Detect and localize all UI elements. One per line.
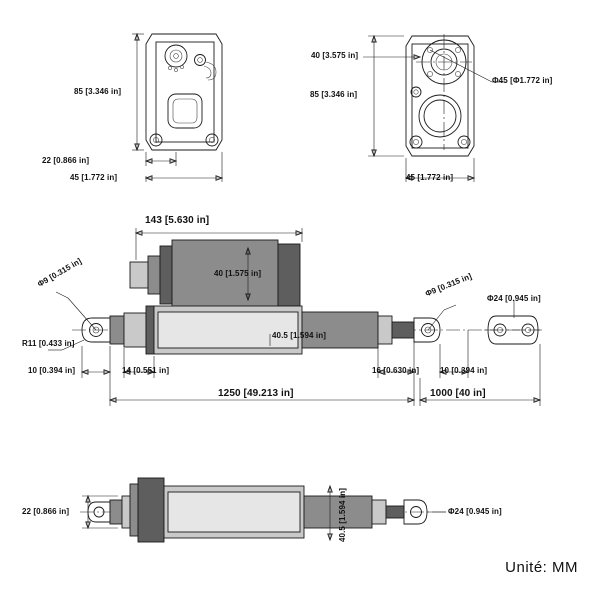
view-actuator-retracted — [80, 478, 452, 542]
dim-label-m-phi9-left: Φ9 [0.315 in] — [36, 256, 84, 289]
dim-label-b-phi24: Φ24 [0.945 in] — [448, 507, 502, 516]
dim-label-tr-w1: 40 [3.575 in] — [311, 51, 359, 60]
dim-label-m-40: 40 [1.575 in] — [214, 269, 262, 278]
dim-label-m-143: 143 [5.630 in] — [145, 215, 210, 226]
dim-label-b-22: 22 [0.866 in] — [22, 507, 70, 516]
dim-label-m-14: 14 [0.551 in] — [122, 366, 170, 375]
view-front-flange-end — [363, 34, 506, 182]
view-rear-mount-end — [132, 34, 222, 182]
dim-label-tr-dia: Φ45 [Φ1.772 in] — [492, 76, 553, 85]
dim-label-tl-w2: 45 [1.772 in] — [70, 173, 118, 182]
dim-label-b-405: 40.5 [1.594 in] — [338, 488, 347, 542]
dim-label-tl-w1: 22 [0.866 in] — [42, 156, 90, 165]
dim-label-m-r11: R11 [0.433 in] — [22, 339, 75, 348]
dim-label-m-10-right: 10 [0.394 in] — [440, 366, 488, 375]
unit-note: Unité: MM — [505, 559, 578, 576]
view-actuator-side — [48, 228, 544, 406]
dim-label-m-10-left: 10 [0.394 in] — [28, 366, 76, 375]
dim-label-m-1000: 1000 [40 in] — [430, 388, 486, 399]
dim-label-tr-h: 85 [3.346 in] — [310, 90, 358, 99]
dim-label-tl-h: 85 [3.346 in] — [74, 87, 122, 96]
dim-label-m-phi9-right: Φ9 [0.315 in] — [424, 271, 474, 299]
dim-label-m-405: 40.5 [1.594 in] — [272, 331, 326, 340]
dim-label-m-phi24: Φ24 [0.945 in] — [487, 294, 541, 303]
dim-label-m-16: 16 [0.630 in] — [372, 366, 420, 375]
dim-label-m-1250: 1250 [49.213 in] — [218, 388, 294, 399]
dim-label-tr-w2: 45 [1.772 in] — [406, 173, 454, 182]
